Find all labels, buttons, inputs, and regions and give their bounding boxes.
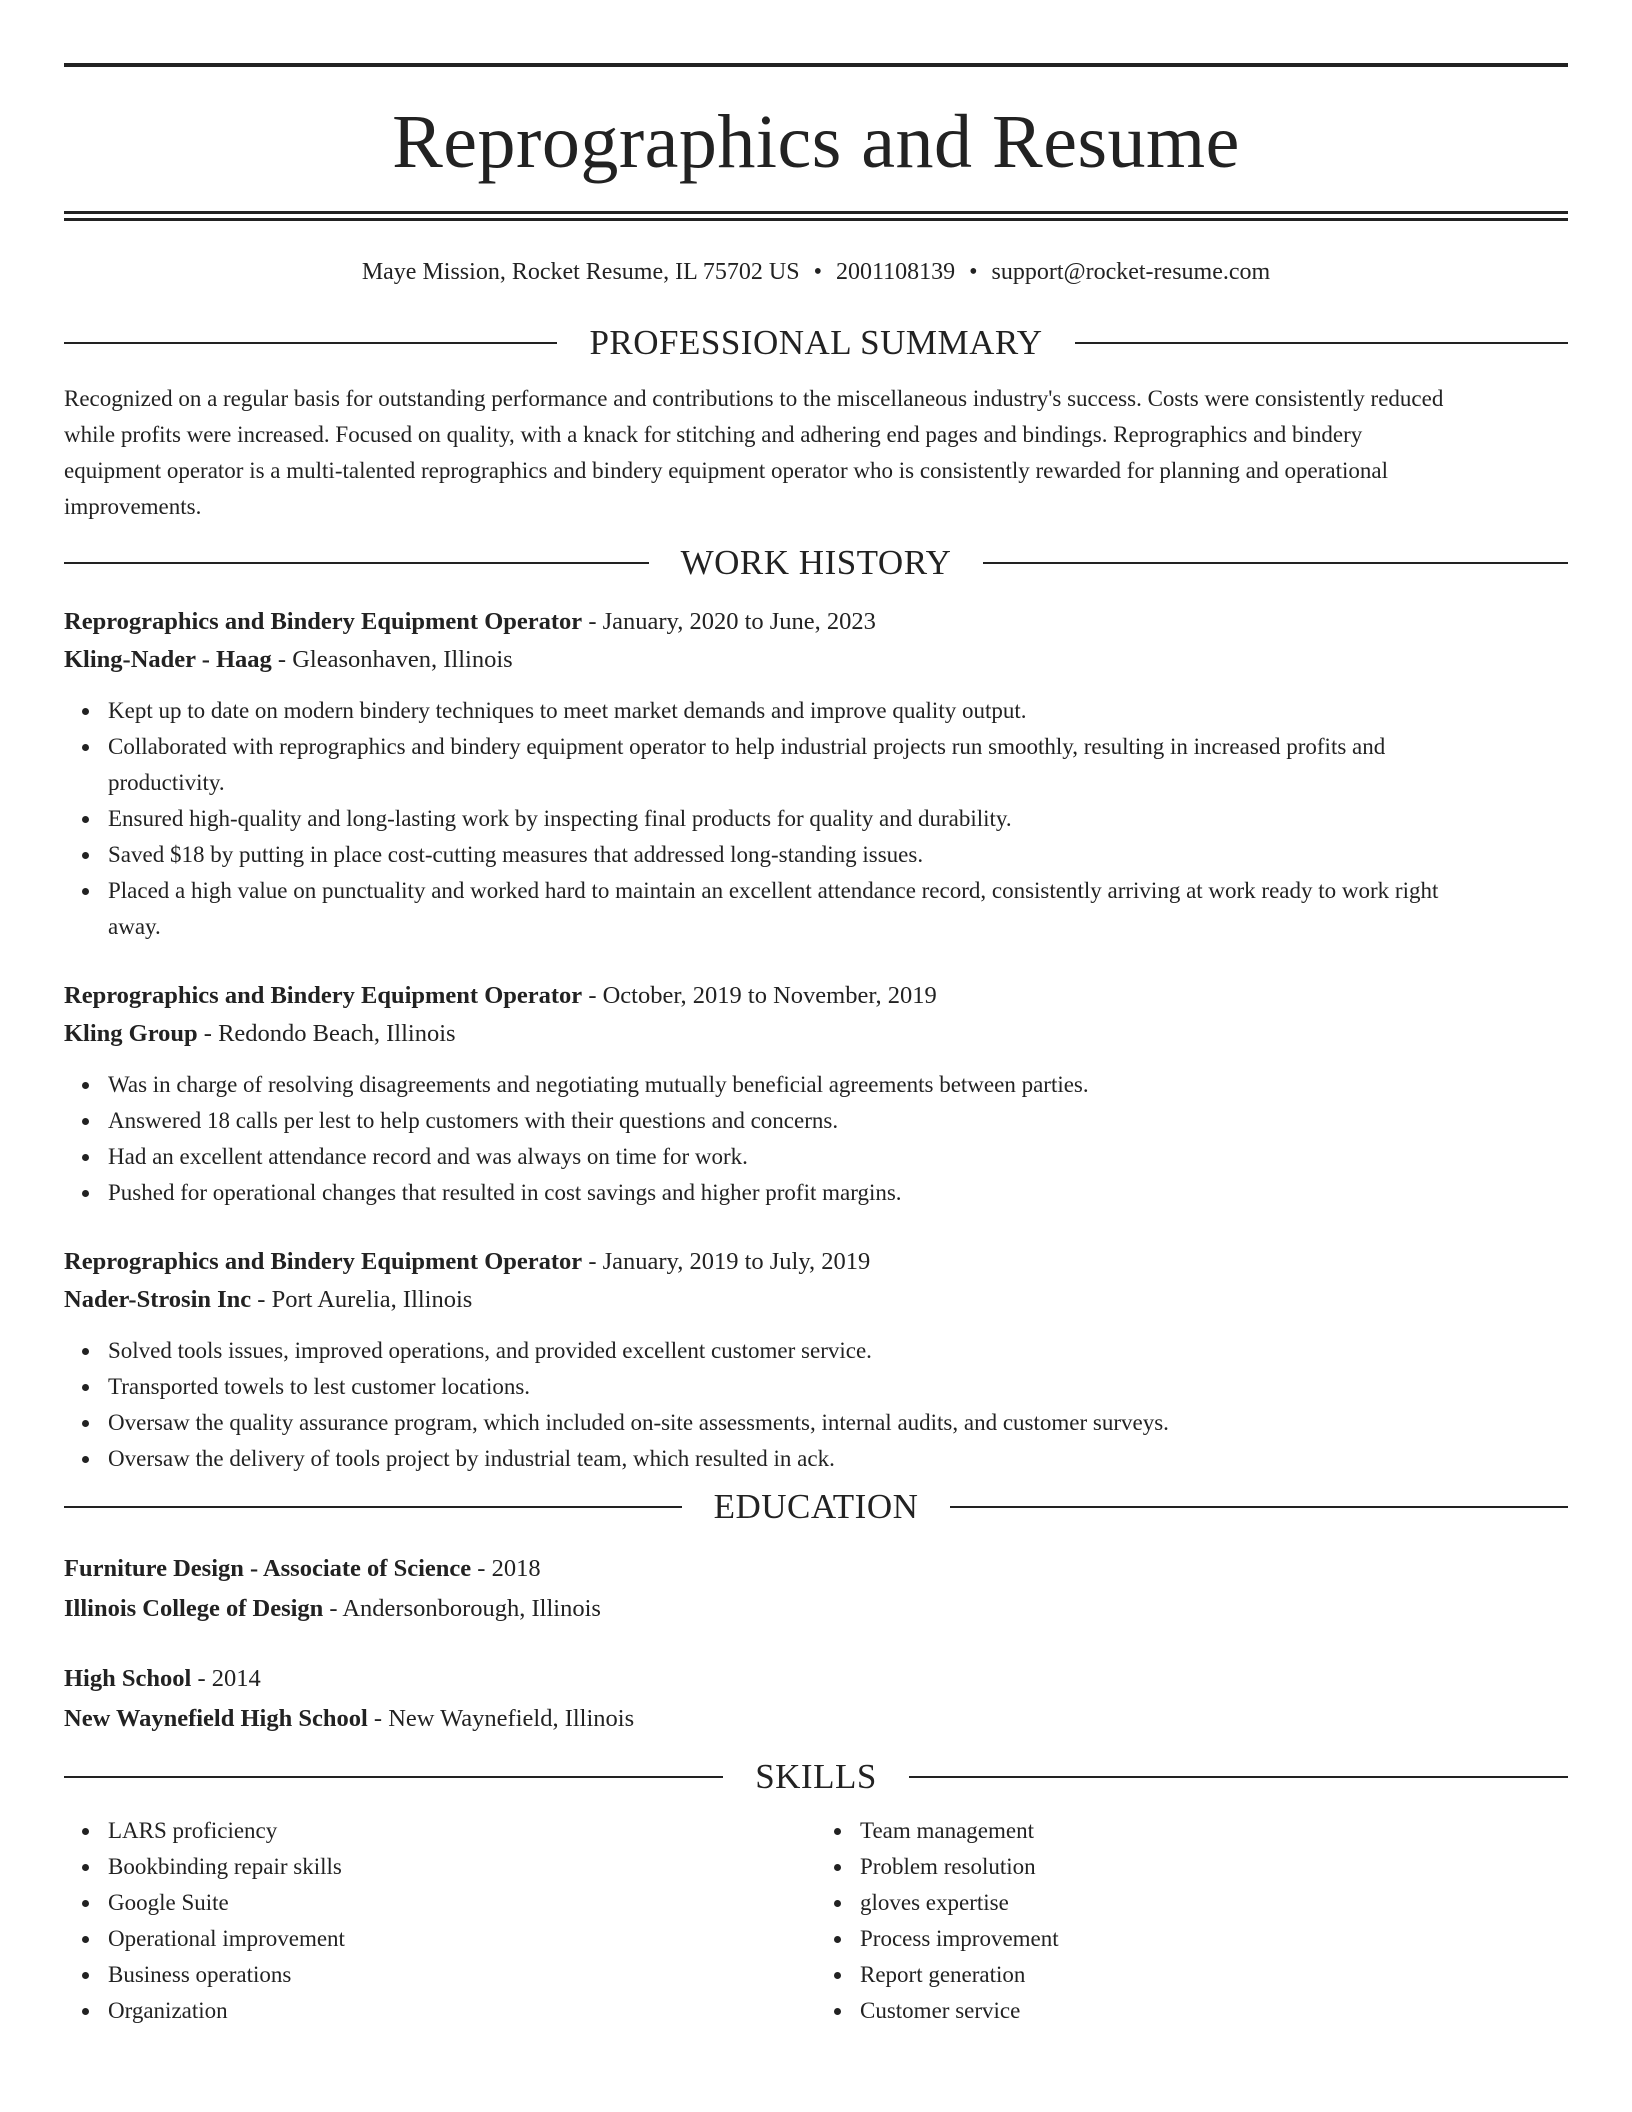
- summary-line: improvements.: [64, 494, 202, 519]
- job-role: Reprographics and Bindery Equipment Operator: [64, 1248, 583, 1275]
- list-item-line: away.: [108, 914, 161, 939]
- education-entry: [64, 1549, 1568, 1629]
- job-dates: - January, 2019 to July, 2019: [582, 1248, 871, 1275]
- job-location: - Port Aurelia, Illinois: [251, 1286, 473, 1313]
- contact-info: [64, 257, 1568, 287]
- job-company: Nader-Strosin Inc: [64, 1286, 252, 1313]
- job-company: Kling Group: [64, 1020, 198, 1047]
- skill-item: gloves expertise: [860, 1885, 1568, 1921]
- skill-item: Business operations: [108, 1957, 816, 1993]
- list-item: Kept up to date on modern bindery techniques to meet market demands and improve quality output.: [108, 693, 1568, 729]
- skill-item: Report generation: [860, 1957, 1568, 1993]
- job-company-line: [64, 641, 1568, 679]
- separator: •: [969, 259, 978, 285]
- divider: [64, 562, 649, 564]
- school: Illinois College of Design: [64, 1595, 324, 1622]
- section-title: SKILLS: [755, 1757, 877, 1796]
- skill-item: Bookbinding repair skills: [108, 1849, 816, 1885]
- skills-column-right: [816, 1813, 1568, 2029]
- skill-item: Team management: [860, 1813, 1568, 1849]
- skills-list: [64, 1813, 1568, 2029]
- skill-item: Google Suite: [108, 1885, 816, 1921]
- divider: [909, 1776, 1568, 1778]
- list-item: Saved $18 by putting in place cost-cutting measures that addressed long-standing issues.: [108, 837, 1568, 873]
- list-item-line: Collaborated with reprographics and bindery equipment operator to help industrial projects run smoothly, resulting in increased profits and: [108, 734, 1386, 759]
- skill-item: Customer service: [860, 1993, 1568, 2029]
- school: New Waynefield High School: [64, 1705, 368, 1732]
- job-company-line: [64, 1281, 1568, 1319]
- separator: •: [813, 259, 822, 285]
- list-item-line: productivity.: [108, 770, 225, 795]
- skills-heading: [64, 1757, 1568, 1797]
- school-location: - New Waynefield, Illinois: [367, 1705, 635, 1732]
- list-item: [108, 873, 1568, 945]
- top-rule: [64, 63, 1568, 67]
- school-line: [64, 1589, 1568, 1629]
- job-bullets: [64, 1067, 1568, 1211]
- list-item: Ensured high-quality and long-lasting work by inspecting final products for quality and durability.: [108, 801, 1568, 837]
- degree: Furniture Design - Associate of Science: [64, 1555, 472, 1582]
- job-role: Reprographics and Bindery Equipment Operator: [64, 982, 583, 1009]
- degree-year: - 2018: [471, 1555, 541, 1582]
- degree-line: [64, 1659, 1568, 1699]
- job-company: Kling-Nader - Haag: [64, 646, 272, 673]
- school-line: [64, 1699, 1568, 1739]
- section-title: WORK HISTORY: [680, 543, 952, 582]
- job-entry: [64, 977, 1568, 1211]
- job-entry: [64, 1243, 1568, 1477]
- divider: [983, 562, 1568, 564]
- list-item: Had an excellent attendance record and was always on time for work.: [108, 1139, 1568, 1175]
- job-dates: - January, 2020 to June, 2023: [582, 608, 876, 635]
- skill-item: Operational improvement: [108, 1921, 816, 1957]
- summary-line: Recognized on a regular basis for outstanding performance and contributions to the miscellaneous industry's success. Costs were consistently reduced: [64, 386, 1444, 411]
- list-item-line: Placed a high value on punctuality and worked hard to maintain an excellent attendance record, consistently arriving at work ready to work right: [108, 878, 1439, 903]
- address: Maye Mission, Rocket Resume, IL 75702 US: [361, 259, 800, 285]
- list-item: Pushed for operational changes that resulted in cost savings and higher profit margins.: [108, 1175, 1568, 1211]
- section-title: PROFESSIONAL SUMMARY: [589, 323, 1043, 362]
- job-title-line: [64, 977, 1568, 1015]
- degree-line: [64, 1549, 1568, 1589]
- work-heading: [64, 543, 1568, 583]
- divider: [64, 1506, 682, 1508]
- skill-item: Process improvement: [860, 1921, 1568, 1957]
- summary-heading: [64, 323, 1568, 363]
- job-entry: [64, 603, 1568, 945]
- resume-page: [64, 0, 1568, 2029]
- skill-item: LARS proficiency: [108, 1813, 816, 1849]
- resume-name: Reprographics and Resume: [392, 100, 1240, 184]
- list-item: [108, 729, 1568, 801]
- list-item: Was in charge of resolving disagreements and negotiating mutually beneficial agreements between parties.: [108, 1067, 1568, 1103]
- skill-item: Organization: [108, 1993, 816, 2029]
- double-rule: [64, 211, 1568, 221]
- job-dates: - October, 2019 to November, 2019: [582, 982, 937, 1009]
- divider: [64, 1776, 723, 1778]
- list-item: Oversaw the delivery of tools project by industrial team, which resulted in ack.: [108, 1441, 1568, 1477]
- job-bullets: [64, 693, 1568, 945]
- divider: [1075, 342, 1568, 344]
- education-entry: [64, 1659, 1568, 1739]
- summary-line: equipment operator is a multi-talented reprographics and bindery equipment operator who is consistently rewarded for planning and operational: [64, 458, 1389, 483]
- job-company-line: [64, 1015, 1568, 1053]
- job-title-line: [64, 603, 1568, 641]
- list-item: Solved tools issues, improved operations, and provided excellent customer service.: [108, 1333, 1568, 1369]
- degree: High School: [64, 1665, 192, 1692]
- job-location: - Gleasonhaven, Illinois: [271, 646, 513, 673]
- skills-column-left: [64, 1813, 816, 2029]
- education-heading: [64, 1487, 1568, 1527]
- summary-line: while profits were increased. Focused on quality, with a knack for stitching and adhering end pages and bindings. Reprographics and bindery: [64, 422, 1363, 447]
- job-bullets: [64, 1333, 1568, 1477]
- list-item: Answered 18 calls per lest to help customers with their questions and concerns.: [108, 1103, 1568, 1139]
- skill-item: Problem resolution: [860, 1849, 1568, 1885]
- list-item: Oversaw the quality assurance program, which included on-site assessments, internal audits, and customer surveys.: [108, 1405, 1568, 1441]
- job-location: - Redondo Beach, Illinois: [197, 1020, 456, 1047]
- phone: 2001108139: [835, 259, 956, 285]
- degree-year: - 2014: [191, 1665, 261, 1692]
- section-title: EDUCATION: [713, 1487, 919, 1526]
- divider: [950, 1506, 1568, 1508]
- email: support@rocket-resume.com: [991, 259, 1271, 285]
- school-location: - Andersonborough, Illinois: [323, 1595, 601, 1622]
- summary-text: [64, 381, 1568, 525]
- list-item: Transported towels to lest customer locations.: [108, 1369, 1568, 1405]
- job-role: Reprographics and Bindery Equipment Operator: [64, 608, 583, 635]
- divider: [64, 342, 557, 344]
- job-title-line: [64, 1243, 1568, 1281]
